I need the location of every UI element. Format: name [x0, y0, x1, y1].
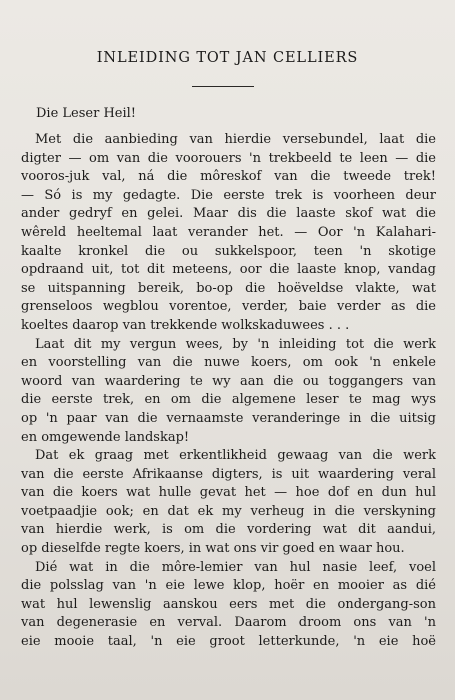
text-line: van hierdie werk, is om die vordering wat dit aandui, — [21, 522, 436, 538]
body-text — [21, 131, 436, 652]
text-line: kaalte kronkel die ou sukkelspoor, teen 'n skotige — [21, 243, 436, 259]
text-line: van die koers wat hulle gevat het — hoe dof en dun hul — [21, 485, 436, 501]
text-line: Dat ek graag met erkentlikheid gewaag van die werk — [35, 448, 436, 464]
salutation: Die Leser Heil! — [36, 106, 137, 121]
page-title: INLEIDING TOT JAN CELLIERS — [96, 50, 359, 66]
title-rule — [192, 86, 254, 87]
text-line: — Só is my gedagte. Die eerste trek is voorheen deur — [21, 187, 436, 203]
text-line: opdraand uit, tot dit meteens, oor die laaste knop, vandag — [21, 262, 436, 278]
text-line: grenseloos wegblou vorentoe, verder, baie verder as die — [21, 299, 436, 315]
text-line: woord van waardering te wy aan die ou toggangers van — [21, 373, 436, 389]
text-line: vooros-juk val, ná die môreskof van die tweede trek! — [21, 169, 436, 185]
text-line: koeltes daarop van trekkende wolkskaduwees . . . — [21, 317, 350, 333]
paragraph — [21, 559, 436, 652]
paragraph — [21, 131, 436, 336]
text-line: eie mooie taal, 'n eie groot letterkunde, 'n eie hoë — [21, 634, 436, 650]
paragraph — [21, 336, 436, 448]
text-line: die polsslag van 'n eie lewe klop, hoër en mooier as dié — [21, 578, 436, 594]
text-line: en omgewende landskap! — [21, 429, 190, 445]
text-line: Laat dit my vergun wees, by 'n inleiding tot die werk — [35, 336, 436, 352]
text-line: van degenerasie en verval. Daarom droom ons van 'n — [21, 615, 436, 631]
text-line: op 'n paar van die vernaamste veranderinge in die uitsig — [21, 410, 436, 426]
text-line: se uitspanning bereik, bo-op die hoëveldse vlakte, wat — [21, 280, 436, 296]
text-line: Met die aanbieding van hierdie versebundel, laat die — [35, 132, 436, 147]
text-line: wêreld heeltemal laat verander het. — Oor 'n Kalahari- — [21, 224, 436, 240]
text-line: digter — om van die voorouers 'n trekbeeld te leen — die — [21, 150, 436, 166]
paragraph — [21, 447, 436, 559]
text-line: die eerste trek, en om die algemene leser te mag wys — [21, 392, 436, 408]
text-line: van die eerste Afrikaanse digters, is uit waardering veral — [21, 466, 436, 482]
text-line: wat hul lewenslig aanskou eers met die ondergang-son — [21, 596, 436, 612]
text-line: op dieselfde regte koers, in wat ons vir goed en waar hou. — [21, 541, 405, 557]
text-line: ander gedryf en gelei. Maar dis die laaste skof wat die — [21, 206, 436, 222]
text-line: Dié wat in die môre-lemier van hul nasie leef, voel — [35, 559, 436, 575]
text-line: en voorstelling van die nuwe koers, om ook 'n enkele — [21, 355, 436, 371]
text-line: voetpaadjie ook; en dat ek my verheug in die verskyning — [21, 503, 436, 519]
